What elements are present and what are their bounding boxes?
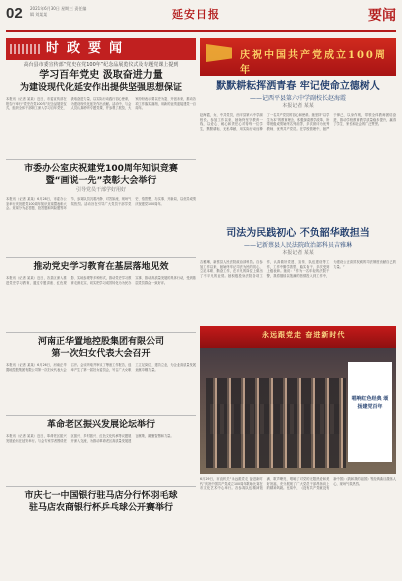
article-body: 本报讯（记者 某某）近日，各县区深入推进党史学习教育，通过专题讲座、红色观影、实地参观等多种形式，推动党史学习教育走深走实，切实把学习成效转化为为民办实事、推动高质量发展的具体行动，受到基层党员群众一致好评。: [6, 276, 196, 285]
feature-article-1: [200, 80, 396, 223]
hero-title: 庆祝中国共产党成立100周年: [240, 50, 387, 76]
feature-photo: [200, 326, 396, 474]
divider: [6, 159, 196, 160]
article-4: [6, 336, 196, 411]
article-headline-2: 为建设现代化延安作出提供坚强思想保证: [19, 83, 182, 93]
divider: [6, 486, 196, 487]
divider: [6, 257, 196, 258]
article-body: 本报讯（记者 某某）近日，革命老区振兴发展论坛在延安举行。与会专家学者围绕老区振兴、乡村振兴、红色文化传承等议题展开深入交流，为推动革命老区高质量发展建言献策，凝聚智慧和力量。: [6, 434, 174, 443]
feature-headline: 默默耕耘挥洒青春 牢记使命立德树人: [216, 81, 380, 92]
feature-body: 吉雅琳，新蔡县人民法院政治部科员。自参加工作以来，她始终牢记司法为民的初心，立足本职、勤奋工作，在平凡的岗位上做出了不平凡的业绩。她积极投身法院各项工作，认真做好党建、宣传、队伍建设等工作，工作中勤学善思、踏实肯干，多次受到上级表彰。她说：“作为一名年轻的法院干警，我将继续以饱满的热情投入到工作中，为建设公正高效权威的司法制度贡献自己的力量。”: [200, 260, 396, 278]
page-meta: 2021年6月30日 星期三 责任编辑 刘某某: [30, 6, 87, 17]
article-headline: 学习百年党史 汲取奋进力量: [39, 70, 163, 81]
newspaper-logo: 延安日报: [172, 8, 220, 21]
photo-caption-box: [348, 362, 392, 462]
feature-byline: 本报记者 某某: [282, 103, 314, 109]
article-kicker: 高台县市委宣传部“党史在党100年”纪念品展览仪式及专题党课上提到: [23, 62, 179, 68]
article-1: [6, 62, 196, 155]
photo-article-body: 6月29日，市直机关“永远跟党走 奋进新时代”庆祝中国共产党成立100周年歌咏比赛在市文化艺术中心举行。各参赛队伍精神饱满、歌声嘹亮，唱响了对党的无限热爱和美好祝福，充分展现了广大党员干部昂扬向上的精神风貌。比赛中，《没有共产党就没有新中国》《我和我的祖国》等经典曲目激荡人心，现场气氛热烈。: [200, 477, 396, 491]
feature-subhead: ——记新蔡县人民法院政治部科员吉雅琳: [243, 242, 352, 249]
article-5: [6, 419, 196, 482]
flag-icon: [206, 44, 232, 62]
choir-image: [206, 378, 346, 468]
banner-decoration: [10, 44, 40, 54]
section-label: 要闻: [368, 8, 396, 24]
divider: [6, 415, 196, 416]
article-headline: 市庆七一中国银行驻马店分行怀羽毛球: [24, 491, 178, 501]
right-column: [200, 38, 396, 577]
article-headline-2: 第一次妇女代表大会召开: [51, 349, 151, 359]
article-2: [6, 163, 196, 253]
article-6: [6, 490, 196, 514]
article-headline-2: 暨“画说一先”表彰大会举行: [45, 176, 157, 186]
photo-caption: 唱响红色经典 颂扬建党百年: [351, 396, 389, 410]
article-body: 本报讯（记者 某某）6月28日，市委办公室举行庆祝建党100周年知识竞赛暨表彰大会。竞赛分为必答题、抢答题和风险题等环节，参赛队员沉着冷静、对答如流，现场气氛热烈。活动旨在引导广大党员干部学党史、悟思想、办实事、开新局，以优异成绩庆祝建党100周年。: [6, 197, 196, 211]
feature-subhead: ——记西平县第六中学副校长赵海霞: [249, 95, 346, 102]
article-body: 本报讯（记者 某某）6月26日，河南正华置地控股集团有限公司第一次妇女代表大会召开。会议听取并审议了筹备工作报告，选举产生了第一届妇女委员会，号召广大女职工立足岗位、建功立业，为企业高质量发展贡献巾帼力量。: [6, 363, 196, 372]
divider: [6, 332, 196, 333]
page-header: [0, 0, 402, 36]
photo-banner-title: 永远跟党走 奋进新时代: [262, 330, 346, 339]
article-body: 本报讯（记者 某某）近日，市委宣传部在报告厅举行“党史在党100年”纪念品展览仪式，组织全体干部职工深入学习百年党史，汲取奋进力量，以实际行动践行初心使命，为建设现代化延安作出贡献。活动中，与会人员认真聆听专题党课，并参观了展览，大家纷纷表示要以史为鉴、开创未来，推动各项工作落实落细，用新的业绩迎接建党一百周年。: [6, 97, 196, 111]
hero-banner: [200, 38, 396, 76]
section-banner: 时政要闻: [6, 38, 196, 60]
feature-article-2: [200, 227, 396, 322]
article-headline: 市委办公室庆祝建党100周年知识竞赛: [24, 164, 178, 174]
article-headline: 河南正华置地控股集团有限公司: [37, 337, 164, 347]
left-column: [6, 62, 196, 577]
feature-headline: 司法为民践初心 不负韶华敢担当: [226, 228, 370, 239]
article-headline: 革命老区振兴发展论坛举行: [46, 420, 155, 430]
article-subhead: 引导党员干部学好用好: [75, 187, 126, 193]
article-headline-2: 驻马店农商银行杯乒乓球公开赛举行: [28, 503, 173, 513]
article-3: [6, 261, 196, 328]
feature-body: 赵海霞，女，中共党员，西平县第六中学副校长。参加工作以来，她始终坚守教育一线，以爱心、耐心和责任心对待每一位学生，默默耕耘、无私奉献，用实际行动诠释了一名共产党员的初心和使命。她坚持“以学生为本”的教育理念，积极探索教学改革，所带班级成绩始终名列前茅，多次被评为优秀教师、优秀共产党员。在学校管理中，她严于律己、以身作则，带领全体教师团结奋进，推动学校教育教学质量稳步提升，赢得了学生、家长和社会的广泛赞誉。: [200, 113, 396, 131]
feature-byline: 本报记者 某某: [282, 250, 314, 256]
page-number: 02: [6, 5, 23, 22]
header-divider: [6, 30, 396, 32]
article-headline: 推动党史学习教育在基层落地见效: [33, 262, 169, 272]
